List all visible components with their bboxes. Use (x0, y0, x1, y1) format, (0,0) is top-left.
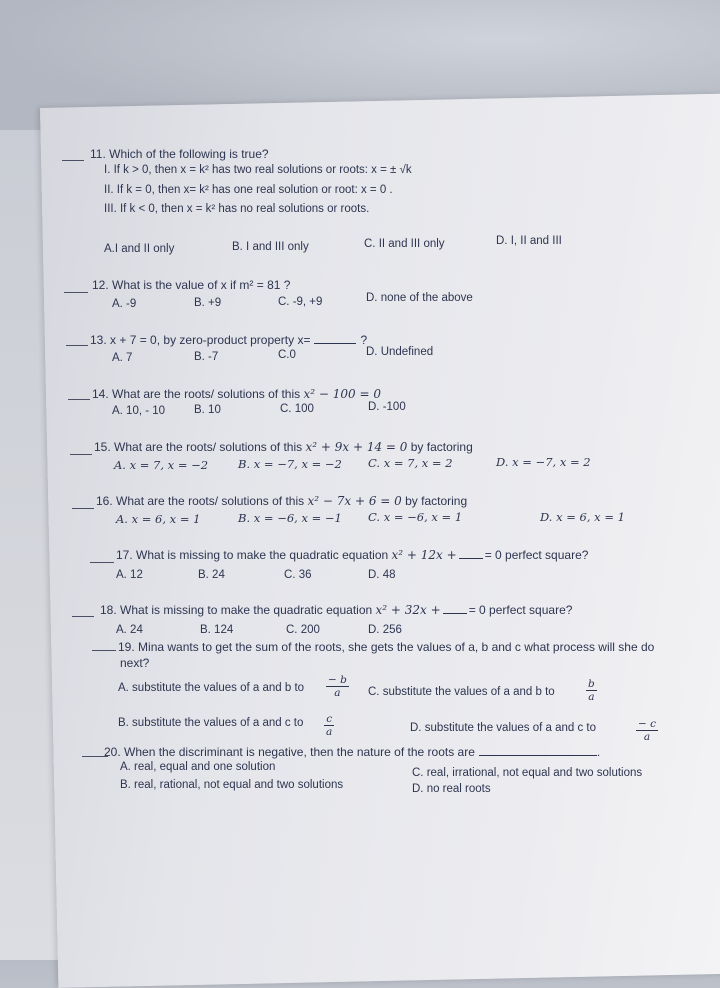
q13-choice-d: D. Undefined (366, 346, 434, 358)
q18-fill-blank[interactable] (443, 613, 467, 614)
q12-choice-a: A. -9 (112, 298, 137, 310)
q13-fill-blank[interactable] (314, 343, 356, 344)
q17-fill-blank[interactable] (459, 558, 483, 559)
q19-choice-a-fraction: $\frac{- b}{a}$ (328, 674, 347, 699)
answer-blank-11[interactable] (62, 160, 84, 161)
q17-choice-d: D. 48 (368, 569, 396, 581)
q11-choice-d: D. I, II and III (496, 235, 562, 247)
q12-choice-d: D. none of the above (366, 292, 473, 304)
q17-choice-a: A. 12 (116, 569, 143, 581)
q15-choice-c: C. x = 7, x = 2 (368, 456, 453, 470)
q19-choice-b-fraction: $\frac{c}{a}$ (326, 713, 333, 738)
answer-blank-12[interactable] (64, 292, 88, 293)
q12-choice-b: B. +9 (194, 297, 222, 309)
question-11: 11. Which of the following is true? (90, 147, 269, 161)
question-16: 16. What are the roots/ solutions of this x² − 7x + 6 = 0 by factoring (96, 494, 468, 508)
q19-choice-b: B. substitute the values of a and c to (118, 717, 304, 729)
q19-choice-d: D. substitute the values of a and c to (410, 722, 597, 734)
q15-choice-d: D. x = −7, x = 2 (496, 455, 591, 469)
q20-fill-blank[interactable] (479, 755, 597, 756)
question-12: 12. What is the value of x if m² = 81 ? (92, 278, 291, 292)
q20-choice-c: C. real, irrational, not equal and two solutions (412, 767, 643, 779)
question-19: 19. Mina wants to get the sum of the roots, she gets the values of a, b and c what process will she do (118, 640, 655, 654)
question-15: 15. What are the roots/ solutions of this x² + 9x + 14 = 0 by factoring (94, 440, 473, 454)
q16-choice-a: A. x = 6, x = 1 (116, 512, 201, 526)
question-14: 14. What are the roots/ solutions of this x² − 100 = 0 (92, 387, 381, 401)
q19-choice-d-fraction: $\frac{- c}{a}$ (638, 718, 657, 743)
q13-choice-c: C.0 (278, 349, 296, 361)
question-17: 17. What is missing to make the quadratic equation x² + 12x + = 0 perfect square? (116, 548, 589, 562)
q11-choice-b: B. I and III only (232, 241, 309, 253)
q18-choice-d: D. 256 (368, 624, 402, 636)
question-13: 13. x + 7 = 0, by zero-product property x= ? (90, 333, 368, 347)
q20-choice-a: A. real, equal and one solution (120, 761, 276, 773)
q17-choice-c: C. 36 (284, 569, 312, 581)
q16-choice-c: C. x = −6, x = 1 (368, 510, 463, 524)
q11-choice-c: C. II and III only (364, 238, 445, 250)
answer-blank-14[interactable] (68, 399, 90, 400)
q11-choice-a: A.I and II only (104, 243, 175, 255)
q13-choice-b: B. -7 (194, 351, 219, 363)
answer-blank-15[interactable] (70, 454, 92, 455)
q19-choice-c: C. substitute the values of a and b to (368, 686, 555, 698)
answer-blank-16[interactable] (72, 508, 94, 509)
question-18: 18. What is missing to make the quadratic equation x² + 32x + = 0 perfect square? (100, 603, 573, 617)
q11-statement-1: I. If k > 0, then x = k² has two real solutions or roots: x = ± √k (104, 164, 412, 176)
q14-choice-a: A. 10, - 10 (112, 405, 166, 417)
q13-choice-a: A. 7 (112, 352, 133, 364)
q14-choice-d: D. -100 (368, 401, 406, 413)
q19-choice-a: A. substitute the values of a and b to (118, 682, 305, 694)
q15-choice-b: B. x = −7, x = −2 (238, 457, 342, 471)
q11-statement-3: III. If k < 0, then x = k² has no real solutions or roots. (104, 203, 370, 215)
answer-blank-13[interactable] (66, 345, 88, 346)
q17-choice-b: B. 24 (198, 569, 225, 581)
q15-choice-a: A. x = 7, x = −2 (114, 458, 209, 472)
answer-blank-19[interactable] (92, 650, 116, 651)
q18-choice-a: A. 24 (116, 624, 143, 636)
q11-statement-2: II. If k = 0, then x= k² has one real solution or root: x = 0 . (104, 184, 393, 196)
q18-choice-c: C. 200 (286, 624, 320, 636)
question-19-line2: next? (120, 656, 150, 670)
answer-blank-18[interactable] (72, 616, 94, 617)
answer-blank-17[interactable] (90, 562, 114, 563)
q19-choice-c-fraction: $\frac{b}{a}$ (588, 678, 595, 703)
q20-choice-d: D. no real roots (412, 783, 491, 795)
q18-choice-b: B. 124 (200, 624, 234, 636)
q16-choice-b: B. x = −6, x = −1 (238, 511, 342, 525)
q14-choice-b: B. 10 (194, 404, 221, 416)
q16-choice-d: D. x = 6, x = 1 (540, 510, 625, 524)
question-20: 20. When the discriminant is negative, then the nature of the roots are . (104, 745, 601, 759)
q12-choice-c: C. -9, +9 (278, 296, 323, 308)
q14-choice-c: C. 100 (280, 403, 314, 415)
q20-choice-b: B. real, rational, not equal and two solutions (120, 779, 344, 791)
